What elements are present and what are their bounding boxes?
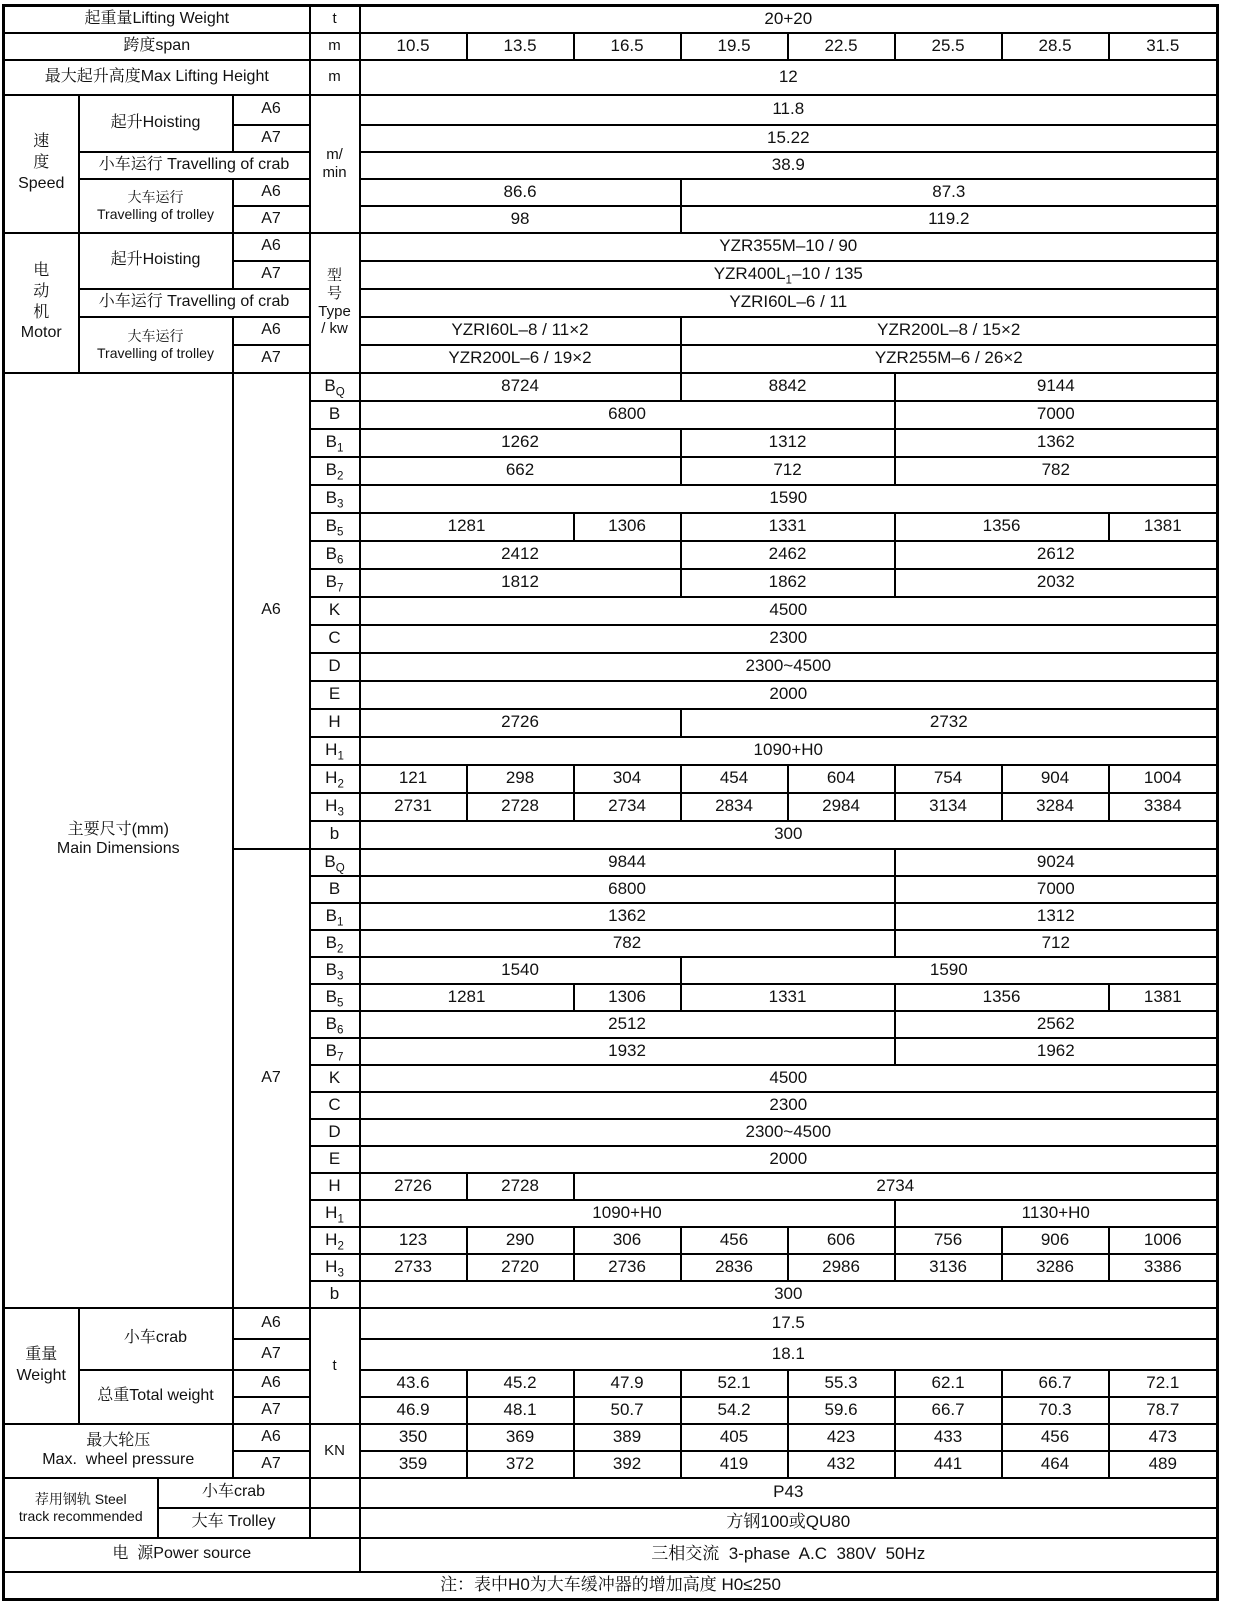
dim-symbol-cell: $B_6$	[310, 541, 360, 569]
value-cell: 606	[788, 1227, 895, 1254]
value-cell: 25.5	[895, 33, 1002, 60]
dim-symbol-cell: D	[310, 1119, 360, 1146]
value-cell: 2032	[895, 569, 1218, 597]
table-row	[4, 1370, 1218, 1397]
value-cell: 473	[1109, 1424, 1218, 1451]
value-cell: 50.7	[574, 1397, 681, 1424]
table-row	[4, 289, 1218, 317]
value-cell: 66.7	[1002, 1370, 1109, 1397]
dim-symbol-cell: $B_2$	[310, 457, 360, 485]
value-cell: 17.5	[360, 1308, 1218, 1339]
dim-symbol-cell: $H_3$	[310, 793, 360, 821]
value-cell: 2412	[360, 541, 681, 569]
value-cell: 2984	[788, 793, 895, 821]
unit-cell: m	[310, 33, 360, 60]
dim-symbol-cell: H	[310, 1173, 360, 1200]
value-cell: 300	[360, 821, 1218, 849]
value-cell: 1331	[681, 984, 895, 1011]
dim-symbol-cell: $B_5$	[310, 513, 360, 541]
value-cell: 87.3	[681, 179, 1218, 206]
value-cell: 119.2	[681, 206, 1218, 233]
value-cell: 7000	[895, 401, 1218, 429]
dim-symbol-cell: K	[310, 597, 360, 625]
value-cell: 11.8	[360, 95, 1218, 125]
value-cell: 2728	[467, 1173, 574, 1200]
dim-symbol-cell: $B_3$	[310, 957, 360, 984]
value-cell: 22.5	[788, 33, 895, 60]
value-cell: 46.9	[360, 1397, 467, 1424]
label-cell: A6	[233, 1424, 310, 1451]
value-cell: 2462	[681, 541, 895, 569]
dim-symbol-cell: $B_7$	[310, 1038, 360, 1065]
value-cell: 1090+H0	[360, 1200, 895, 1227]
value-cell: 1312	[681, 429, 895, 457]
value-cell: 31.5	[1109, 33, 1218, 60]
table-row	[4, 152, 1218, 179]
value-cell: 604	[788, 765, 895, 793]
value-cell: 1540	[360, 957, 681, 984]
value-cell: 1306	[574, 513, 681, 541]
group-label-cell: 电 动 机 Motor	[4, 233, 79, 373]
value-cell: 52.1	[681, 1370, 788, 1397]
label-cell: A7	[233, 1339, 310, 1370]
value-cell: 3136	[895, 1254, 1002, 1281]
value-cell: 2512	[360, 1011, 895, 1038]
value-cell: 43.6	[360, 1370, 467, 1397]
value-cell: 1381	[1109, 984, 1218, 1011]
dim-symbol-cell: $H_2$	[310, 765, 360, 793]
dim-symbol-cell: E	[310, 681, 360, 709]
dim-symbol-cell: E	[310, 1146, 360, 1173]
value-cell: 16.5	[574, 33, 681, 60]
value-cell: 123	[360, 1227, 467, 1254]
value-cell: 1381	[1109, 513, 1218, 541]
value-cell: 1362	[895, 429, 1218, 457]
value-cell: 419	[681, 1451, 788, 1478]
label-cell: A7	[233, 125, 310, 152]
label-cell: A7	[233, 1397, 310, 1424]
value-cell: 62.1	[895, 1370, 1002, 1397]
group-label-cell: 重量 Weight	[4, 1308, 79, 1424]
value-cell: 10.5	[360, 33, 467, 60]
value-cell: YZR200L–8 / 15×2	[681, 317, 1218, 345]
value-cell: 389	[574, 1424, 681, 1451]
dim-symbol-cell: D	[310, 653, 360, 681]
value-cell: 9144	[895, 373, 1218, 401]
value-cell: 19.5	[681, 33, 788, 60]
value-cell: 8842	[681, 373, 895, 401]
label-cell: A6	[233, 1308, 310, 1339]
dim-symbol-cell: $B_Q$	[310, 373, 360, 401]
value-cell: P43	[360, 1478, 1218, 1508]
table-row	[4, 233, 1218, 261]
dim-symbol-cell: $H_1$	[310, 737, 360, 765]
label-cell: A6	[233, 1370, 310, 1397]
value-cell: 300	[360, 1281, 1218, 1308]
dim-symbol-cell: $B_3$	[310, 485, 360, 513]
value-cell: 8724	[360, 373, 681, 401]
value-cell: 304	[574, 765, 681, 793]
value-cell: 359	[360, 1451, 467, 1478]
label-cell: A7	[233, 1451, 310, 1478]
label-cell: 小车运行 Travelling of crab	[79, 289, 310, 317]
value-cell: 464	[1002, 1451, 1109, 1478]
dim-symbol-cell: $B_2$	[310, 930, 360, 957]
crane-specification-table	[2, 4, 1219, 1601]
value-cell: 489	[1109, 1451, 1218, 1478]
label-cell: 电 源Power source	[4, 1538, 360, 1572]
label-cell: 跨度span	[4, 33, 310, 60]
dim-symbol-cell: H	[310, 709, 360, 737]
value-cell: $YZR400L_1-10 / 135$	[360, 261, 1218, 289]
value-cell: 1812	[360, 569, 681, 597]
value-cell: 2726	[360, 1173, 467, 1200]
value-cell: 13.5	[467, 33, 574, 60]
table-row	[4, 33, 1218, 60]
value-cell: 98	[360, 206, 681, 233]
label-cell: 小车运行 Travelling of crab	[79, 152, 310, 179]
value-cell: 1281	[360, 984, 574, 1011]
label-cell: A6	[233, 373, 310, 849]
label-cell: 荐用钢轨 Steel track recommended	[4, 1478, 158, 1538]
value-cell: 2986	[788, 1254, 895, 1281]
value-cell: 662	[360, 457, 681, 485]
value-cell: 2612	[895, 541, 1218, 569]
label-cell: 大车 Trolley	[158, 1508, 310, 1538]
dim-symbol-cell: C	[310, 1092, 360, 1119]
value-cell: 782	[360, 930, 895, 957]
value-cell: 2300	[360, 1092, 1218, 1119]
value-cell: 1590	[360, 485, 1218, 513]
value-cell: 2000	[360, 1146, 1218, 1173]
label-cell: 起重量Lifting Weight	[4, 6, 310, 33]
value-cell: 904	[1002, 765, 1109, 793]
value-cell: 1004	[1109, 765, 1218, 793]
value-cell: YZRI60L–6 / 11	[360, 289, 1218, 317]
value-cell: 1130+H0	[895, 1200, 1218, 1227]
value-cell: 1090+H0	[360, 737, 1218, 765]
value-cell: 2000	[360, 681, 1218, 709]
page	[0, 4, 1241, 1604]
value-cell: 3286	[1002, 1254, 1109, 1281]
label-cell: 起升Hoisting	[79, 95, 233, 152]
value-cell: YZR255M–6 / 26×2	[681, 345, 1218, 373]
table-row	[4, 317, 1218, 345]
value-cell: 55.3	[788, 1370, 895, 1397]
value-cell: 1356	[895, 513, 1109, 541]
value-cell: 2734	[574, 1173, 1218, 1200]
value-cell: 1590	[681, 957, 1218, 984]
value-cell: 306	[574, 1227, 681, 1254]
table-row	[4, 179, 1218, 206]
value-cell: 3284	[1002, 793, 1109, 821]
value-cell: 59.6	[788, 1397, 895, 1424]
dim-symbol-cell: $B_7$	[310, 569, 360, 597]
value-cell: 12	[360, 60, 1218, 95]
value-cell: 48.1	[467, 1397, 574, 1424]
value-cell: 47.9	[574, 1370, 681, 1397]
label-cell: 主要尺寸(mm) Main Dimensions	[4, 373, 233, 1308]
value-cell: 3384	[1109, 793, 1218, 821]
label-cell: 小车crab	[158, 1478, 310, 1508]
table-row	[4, 1572, 1218, 1600]
value-cell: 45.2	[467, 1370, 574, 1397]
table-row	[4, 6, 1218, 33]
empty-cell	[310, 1508, 360, 1538]
label-cell: A7	[233, 849, 310, 1308]
value-cell: 1962	[895, 1038, 1218, 1065]
value-cell: 78.7	[1109, 1397, 1218, 1424]
value-cell: 712	[895, 930, 1218, 957]
label-cell: A6	[233, 317, 310, 345]
value-cell: 4500	[360, 1065, 1218, 1092]
value-cell: 28.5	[1002, 33, 1109, 60]
value-cell: 1281	[360, 513, 574, 541]
value-cell: 72.1	[1109, 1370, 1218, 1397]
value-cell: 906	[1002, 1227, 1109, 1254]
value-cell: 2720	[467, 1254, 574, 1281]
value-cell: 423	[788, 1424, 895, 1451]
dim-symbol-cell: B	[310, 876, 360, 903]
value-cell: 372	[467, 1451, 574, 1478]
value-cell: 70.3	[1002, 1397, 1109, 1424]
label-cell: 起升Hoisting	[79, 233, 233, 289]
value-cell: 454	[681, 765, 788, 793]
value-cell: 2300	[360, 625, 1218, 653]
label-cell: A7	[233, 261, 310, 289]
value-cell: 1262	[360, 429, 681, 457]
label-cell: 小车crab	[79, 1308, 233, 1370]
value-cell: 456	[681, 1227, 788, 1254]
dim-symbol-cell: $B_1$	[310, 903, 360, 930]
value-cell: 754	[895, 765, 1002, 793]
label-cell: A7	[233, 345, 310, 373]
label-cell: A6	[233, 95, 310, 125]
value-cell: 2732	[681, 709, 1218, 737]
label-cell: A7	[233, 206, 310, 233]
value-cell: 2728	[467, 793, 574, 821]
dim-symbol-cell: $B_Q$	[310, 849, 360, 876]
value-cell: 2734	[574, 793, 681, 821]
value-cell: 441	[895, 1451, 1002, 1478]
dim-symbol-cell: $B_5$	[310, 984, 360, 1011]
value-cell: YZR200L–6 / 19×2	[360, 345, 681, 373]
value-cell: 432	[788, 1451, 895, 1478]
group-label-cell: 速 度 Speed	[4, 95, 79, 233]
value-cell: 1331	[681, 513, 895, 541]
dim-symbol-cell: K	[310, 1065, 360, 1092]
value-cell: 66.7	[895, 1397, 1002, 1424]
table-row	[4, 60, 1218, 95]
value-cell: 9024	[895, 849, 1218, 876]
value-cell: 433	[895, 1424, 1002, 1451]
value-cell: 三相交流 3-phase A.C 380V 50Hz	[360, 1538, 1218, 1572]
dim-symbol-cell: $H_1$	[310, 1200, 360, 1227]
value-cell: 2731	[360, 793, 467, 821]
value-cell: 86.6	[360, 179, 681, 206]
unit-cell: KN	[310, 1424, 360, 1478]
dim-symbol-cell: C	[310, 625, 360, 653]
value-cell: 2733	[360, 1254, 467, 1281]
label-cell: A6	[233, 179, 310, 206]
note-cell: 注：表中H0为大车缓冲器的增加高度 H0≤250	[4, 1572, 1218, 1600]
value-cell: YZRI60L–8 / 11×2	[360, 317, 681, 345]
value-cell: YZR355M–10 / 90	[360, 233, 1218, 261]
label-cell: A6	[233, 233, 310, 261]
value-cell: 1312	[895, 903, 1218, 930]
value-cell: 2834	[681, 793, 788, 821]
label-cell: 最大轮压 Max. wheel pressure	[4, 1424, 233, 1478]
dim-symbol-cell: B	[310, 401, 360, 429]
unit-cell: t	[310, 6, 360, 33]
value-cell: 2300~4500	[360, 1119, 1218, 1146]
value-cell: 2562	[895, 1011, 1218, 1038]
value-cell: 20+20	[360, 6, 1218, 33]
value-cell: 456	[1002, 1424, 1109, 1451]
value-cell: 369	[467, 1424, 574, 1451]
value-cell: 2300~4500	[360, 653, 1218, 681]
table-row	[4, 373, 1218, 401]
unit-cell: m	[310, 60, 360, 95]
table-row	[4, 1538, 1218, 1572]
table-row	[4, 1508, 1218, 1538]
value-cell: 1932	[360, 1038, 895, 1065]
dim-symbol-cell: $H_2$	[310, 1227, 360, 1254]
value-cell: 4500	[360, 597, 1218, 625]
value-cell: 782	[895, 457, 1218, 485]
value-cell: 298	[467, 765, 574, 793]
value-cell: 712	[681, 457, 895, 485]
label-cell: 总重Total weight	[79, 1370, 233, 1424]
value-cell: 7000	[895, 876, 1218, 903]
unit-cell: m/ min	[310, 95, 360, 233]
value-cell: 756	[895, 1227, 1002, 1254]
label-cell: 大车运行 Travelling of trolley	[79, 317, 233, 373]
value-cell: 290	[467, 1227, 574, 1254]
label-cell: 最大起升高度Max Lifting Height	[4, 60, 310, 95]
value-cell: 54.2	[681, 1397, 788, 1424]
empty-cell	[310, 1478, 360, 1508]
value-cell: 350	[360, 1424, 467, 1451]
value-cell: 9844	[360, 849, 895, 876]
table-row	[4, 1308, 1218, 1339]
dim-symbol-cell: $B_1$	[310, 429, 360, 457]
value-cell: 1362	[360, 903, 895, 930]
value-cell: 3134	[895, 793, 1002, 821]
value-cell: 2836	[681, 1254, 788, 1281]
value-cell: 15.22	[360, 125, 1218, 152]
table-row	[4, 95, 1218, 125]
unit-cell: 型 号 Type / kw	[310, 233, 360, 373]
value-cell: 405	[681, 1424, 788, 1451]
value-cell: 1006	[1109, 1227, 1218, 1254]
dim-symbol-cell: $B_6$	[310, 1011, 360, 1038]
dim-symbol-cell: b	[310, 1281, 360, 1308]
value-cell: 方钢100或QU80	[360, 1508, 1218, 1538]
value-cell: 3386	[1109, 1254, 1218, 1281]
unit-cell: t	[310, 1308, 360, 1424]
value-cell: 1862	[681, 569, 895, 597]
value-cell: 6800	[360, 401, 895, 429]
value-cell: 392	[574, 1451, 681, 1478]
value-cell: 1306	[574, 984, 681, 1011]
value-cell: 2736	[574, 1254, 681, 1281]
table-row	[4, 1424, 1218, 1451]
value-cell: 121	[360, 765, 467, 793]
value-cell: 38.9	[360, 152, 1218, 179]
value-cell: 2726	[360, 709, 681, 737]
dim-symbol-cell: b	[310, 821, 360, 849]
value-cell: 18.1	[360, 1339, 1218, 1370]
value-cell: 1356	[895, 984, 1109, 1011]
value-cell: 6800	[360, 876, 895, 903]
dim-symbol-cell: $H_3$	[310, 1254, 360, 1281]
table-row	[4, 1478, 1218, 1508]
label-cell: 大车运行 Travelling of trolley	[79, 179, 233, 233]
